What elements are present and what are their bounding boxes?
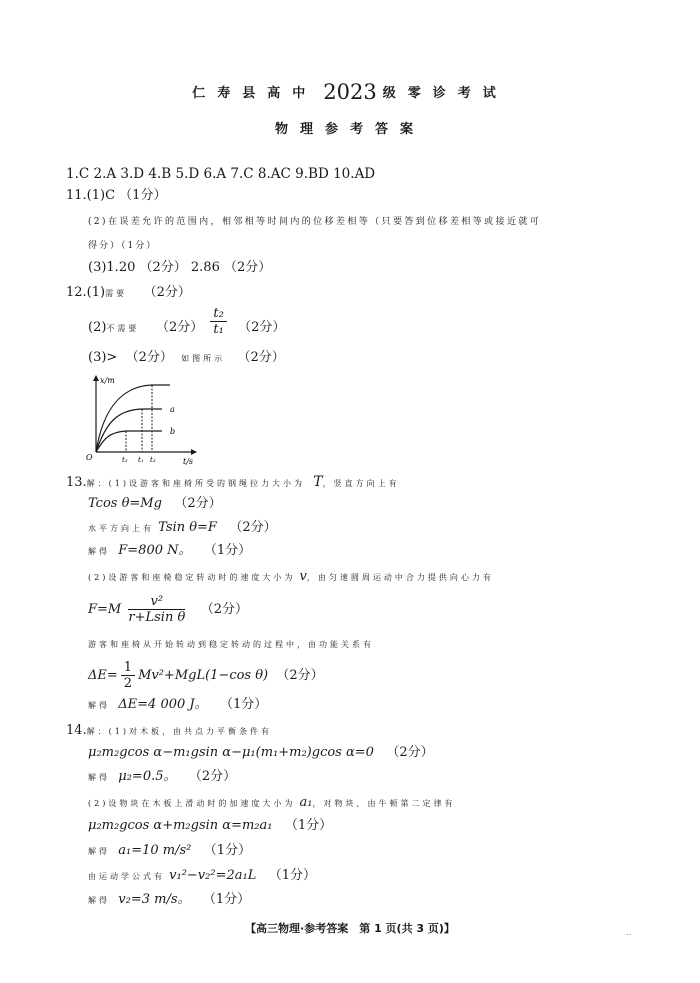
q14-eq1-score: （2分） [386,745,434,760]
q13-v: v [299,569,307,584]
q13-eq3-den: r+Lsin θ [128,610,186,625]
curve-top [96,385,170,452]
q14-intro-text: 解：(1)对木板，由共点力平衡条件有 [86,727,273,736]
q13-eq3-num: v² [128,594,185,610]
q12-part1 [66,285,191,302]
q12-frac-den: t₁ [213,322,224,337]
x-axis-label: t/s [183,457,194,466]
q14-eq1-formula: μ₂m₂gcos α−m₁gsin α−μ₁(m₁+m₂)gcos α=0 [88,745,374,760]
q13-eq2-score: （2分） [229,520,277,535]
q13-eq1 [88,496,222,512]
q13-eq2-formula: Tsin θ=F [158,520,217,535]
q14-p2-text2: ，对物块，由牛顿第二定律有 [312,799,456,808]
q14-kin-label: 由运动学公式有 [88,872,165,881]
q12-p2-score2: （2分） [238,320,286,335]
y-axis-label: x/m [100,376,115,385]
q13-part2 [88,569,494,586]
q12-part3 [88,350,285,367]
q13-solve2 [88,697,267,714]
q14-solve1 [88,769,236,786]
q12-p1-answer: 需要 [105,289,128,298]
q14-kinematics [88,868,316,885]
q14-eq2-score: （1分） [284,818,333,833]
q12-part2 [88,306,286,339]
q11-part3: (3)1.20 （2分） 2.86 （2分） [88,260,272,275]
page-footer: 【高三物理·参考答案 第 1 页(共 3 页)】 [245,922,455,935]
origin-label: O [86,453,93,462]
q13-solve1 [88,543,251,560]
q12-p2-num: (2) [88,320,107,335]
q14-solve2-value: a₁=10 m/s² [118,843,192,858]
q13-horiz-label: 水平方向上有 [88,524,154,533]
q13-eq4-num: 1 [121,660,135,676]
q13-eq1-formula: Tcos θ=Mg [88,496,162,511]
q13-eq4-fraction [121,660,135,691]
t1-label: t₁ [138,456,144,464]
q12-xt-graph [82,372,204,466]
t3-label: t₃ [150,456,156,464]
q13-intro-text: 解：(1)设游客和座椅所受的钢绳拉力大小为 [86,479,306,488]
q13-num: 13. [66,475,87,490]
q12-p3-score2: （2分） [237,350,285,365]
q13-intro-text2: ，竖直方向上有 [322,479,400,488]
q11-part2: (2)在误差允许的范围内，相邻相等时间内的位移差相等（只要答到位移差相等或接近就可 [88,217,542,227]
q12-p2-score1: （2分） [155,320,204,335]
q13-p2-text2: ，由匀速圆周运动中合力提供向心力有 [306,573,494,582]
q13-eq1-score: （2分） [174,496,222,511]
q12-p2-answer: 不需要 [106,324,140,333]
q14-solve2-label: 解得 [88,847,110,856]
title-pre: 仁寿县高中 [192,86,318,101]
title-year: 2023 [323,80,377,104]
q14-eq2 [88,818,332,834]
curve-b-label: b [170,427,176,436]
q12-p3-num: (3)> [88,350,118,365]
q14-solve1-value: μ₂=0.5。 [118,769,177,784]
title-post: 级零诊考试 [382,86,508,101]
q13-energy-text: 游客和座椅从开始转动到稳定转动的过程中，由功能关系有 [88,640,374,649]
q14-solve2 [88,843,251,860]
q13-energy-intro [88,636,374,653]
q11-part1: 11.(1)C （1分） [66,188,167,203]
q13-eq4-score: （2分） [276,668,324,683]
q14-solve3-value: v₂=3 m/s。 [118,892,191,907]
q14-solve2-score: （1分） [203,843,252,858]
q13-eq3-fraction [128,594,185,625]
q14-eq3-formula: v₁²−v₂²=2a₁L [169,868,257,883]
q13-intro [66,474,400,492]
exam-title [0,80,700,104]
q12-frac-num: t₂ [210,306,226,322]
q13-eq3-lhs: F=M [88,602,122,617]
q14-solve3 [88,892,250,909]
q14-num: 14. [66,723,87,738]
q14-solve1-score: （2分） [188,769,237,784]
corner-mark: ‥ [626,928,632,937]
q14-eq3-score: （1分） [268,868,317,883]
q14-a1: a₁ [299,795,313,810]
mc-answers: 1.C 2.A 3.D 4.B 5.D 6.A 7.C 8.AC 9.BD 10.AD [66,166,376,182]
q12-p1-num: 12.(1) [66,285,106,300]
q13-solve2-value: ΔE=4 000 J。 [118,697,208,712]
q14-part2 [88,795,455,812]
exam-subtitle: 物理参考答案 [274,122,425,137]
q14-solve3-label: 解得 [88,896,110,905]
q13-solve2-label: 解得 [88,701,110,710]
q14-eq1 [88,745,434,761]
q13-solve2-score: （1分） [220,697,268,712]
q13-p2-text: (2)设游客和座椅稳定转动时的速度大小为 [88,573,296,582]
q12-p1-score: （2分） [143,285,191,300]
q14-intro [66,723,272,740]
q12-p3-score: （2分） [125,350,173,365]
q13-eq2 [88,520,277,537]
q13-eq3 [88,594,248,625]
q13-solve1-label: 解得 [88,547,110,556]
q14-solve3-score: （1分） [202,892,251,907]
q11-part2-cont: 得分）（1分） [88,241,158,251]
q13-solve1-score: （1分） [203,543,252,558]
q13-eq4-den: 2 [123,676,133,691]
q13-solve1-value: F=800 N。 [118,543,192,558]
q14-solve1-label: 解得 [88,773,110,782]
q14-p2-text: (2)设物块在木板上滑动时的加速度大小为 [88,799,296,808]
curve-a-label: a [170,405,175,414]
q14-eq2-formula: μ₂m₂gcos α+m₂gsin α=m₂a₁ [88,818,273,833]
q13-eq4 [88,660,324,691]
q12-fraction [210,306,226,337]
q13-T: T [313,474,323,490]
q13-eq4-rhs: Mv²+MgL(1−cos θ) [138,668,269,683]
q12-p3-answer: 如图所示 [181,354,226,363]
q13-eq4-lhs: ΔE= [88,668,118,683]
t2-label: t₂ [122,456,128,464]
q13-eq3-score: （2分） [200,602,248,617]
